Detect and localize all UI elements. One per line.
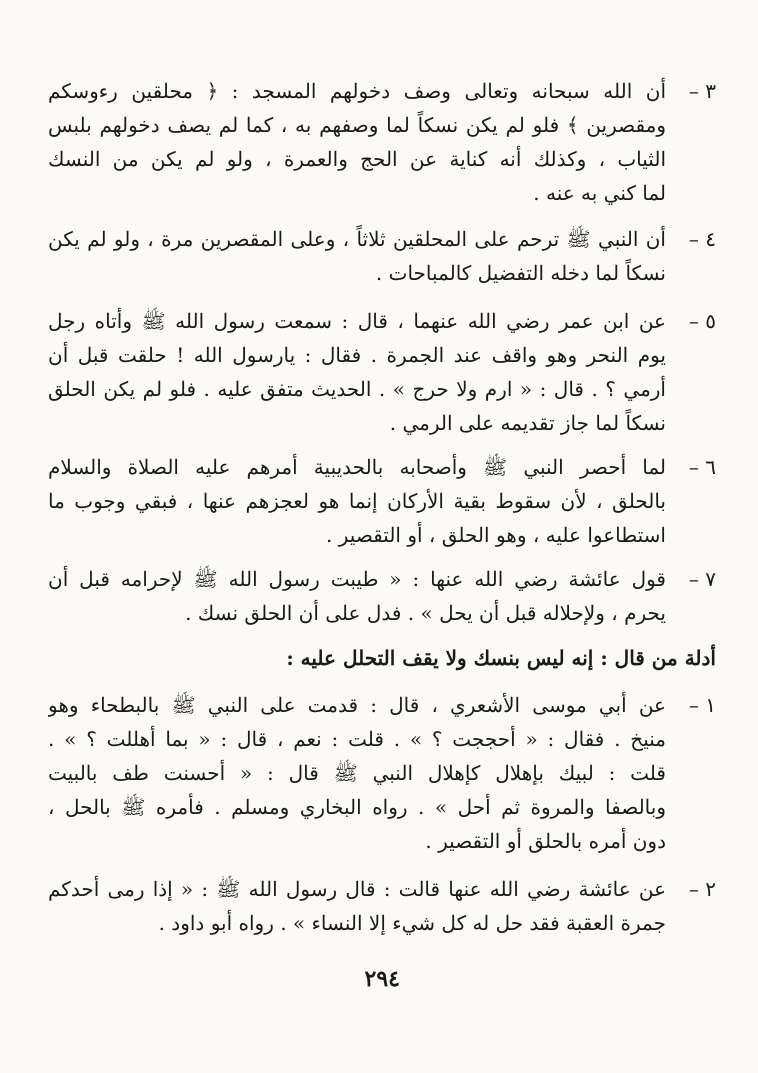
item-number: ٢ –: [688, 877, 716, 901]
item-text: [48, 74, 666, 210]
text-line: أرمي ؟ . قال : « ارم ولا حرج » . الحديث متفق عليه . فلو لم يكن الحلق: [48, 377, 666, 401]
text-line: نسكاً لما دخله التفضيل كالمباحات .: [375, 261, 666, 285]
text-line: نسكاً لما جاز تقديمه على الرمي .: [389, 411, 666, 435]
evidence-item-4: [48, 222, 716, 290]
text-line: دون أمره بالحلق أو التقصير .: [425, 829, 666, 853]
counter-evidence-item-2: [48, 872, 716, 940]
item-number: ٧ –: [688, 567, 716, 591]
text-line: قلت : لبيك بإهلال كإهلال النبي ﷺ قال : « أحسنت طف بالبيت: [48, 761, 666, 785]
text-line: عن أبي موسى الأشعري ، قال : قدمت على النبي ﷺ بالبطحاء وهو: [48, 693, 666, 717]
item-text: [48, 222, 666, 290]
evidence-item-3: [48, 74, 716, 210]
page-number: ٢٩٤: [364, 966, 400, 992]
evidence-item-6: [48, 450, 716, 552]
item-text: [48, 562, 666, 630]
counter-evidence-item-1: [48, 688, 716, 858]
item-text: [48, 872, 666, 940]
text-line: وبالصفا والمروة ثم أحل » . رواه البخاري ومسلم . فأمره ﷺ بالحل ،: [48, 795, 666, 819]
text-line: لما كني به عنه .: [533, 181, 666, 205]
text-line: جمرة العقبة فقد حل له كل شيء إلا النساء » . رواه أبو داود .: [158, 911, 666, 935]
text-line: استطاعوا عليه ، وهو الحلق ، أو التقصير .: [326, 523, 666, 547]
item-text: [48, 304, 666, 440]
text-line: لما أحصر النبي ﷺ وأصحابه بالحديبية أمرهم عليه الصلاة والسلام: [48, 455, 666, 479]
text-line: يوم النحر وهو واقف عند الجمرة . فقال : يارسول الله ! حلقت قبل أن: [48, 343, 666, 367]
text-line: الثياب ، وكذلك أنه كناية عن الحج والعمرة ، ولو لم يكن من النسك: [48, 147, 666, 171]
text-line: أن الله سبحانه وتعالى وصف دخولهم المسجد : ﴿ محلقين رءوسكم: [48, 79, 666, 103]
item-number: ٤ –: [688, 227, 716, 251]
text-line: منيخ . فقال : « أحججت ؟ » . قلت : نعم ، قال : « بما أهللت ؟ » .: [48, 727, 666, 751]
text-line: عن ابن عمر رضي الله عنهما ، قال : سمعت رسول الله ﷺ وأتاه رجل: [48, 309, 666, 333]
text-line: ومقصرين ﴾ فلو لم يكن نسكاً لما وصفهم به ، كما لم يصف دخولهم بلبس: [48, 113, 666, 137]
text-line: أن النبي ﷺ ترحم على المحلقين ثلاثاً ، وعلى المقصرين مرة ، ولو لم يكن: [48, 227, 666, 251]
text-line: عن عائشة رضي الله عنها قالت : قال رسول الله ﷺ : « إذا رمى أحدكم: [48, 877, 666, 901]
section-heading: أدلة من قال : إنه ليس بنسك ولا يقف التحلل عليه :: [286, 646, 716, 670]
text-line: قول عائشة رضي الله عنها : « طيبت رسول الله ﷺ لإحرامه قبل أن: [48, 567, 666, 591]
item-number: ٥ –: [688, 309, 716, 333]
item-number: ١ –: [688, 693, 716, 717]
text-line: بالحلق ، لأن سقوط بقية الأركان إنما هو لعجزهم عنها ، فبقي وجوب ما: [48, 489, 666, 513]
evidence-item-7: [48, 562, 716, 630]
item-number: ٦ –: [688, 455, 716, 479]
evidence-item-5: [48, 304, 716, 440]
text-line: يحرم ، ولإحلاله قبل أن يحل » . فدل على أن الحلق نسك .: [185, 601, 666, 625]
item-number: ٣ –: [688, 79, 716, 103]
item-text: [48, 450, 666, 552]
item-text: [48, 688, 666, 858]
